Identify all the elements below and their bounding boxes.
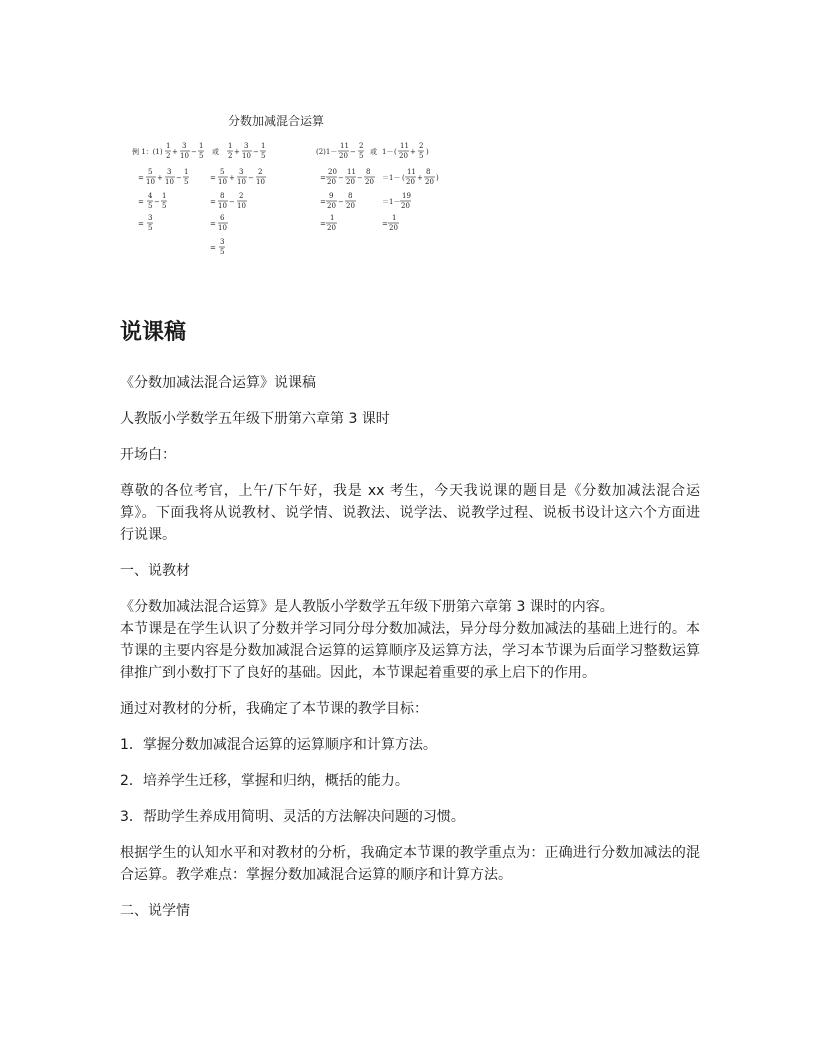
svg-text:20: 20 [365,178,374,186]
svg-text:(: ( [394,148,397,156]
svg-text:5: 5 [220,248,225,256]
svg-text:+: + [172,148,178,156]
svg-text:1: 1 [166,142,171,150]
svg-text:8: 8 [426,168,431,176]
svg-text:5: 5 [148,224,153,232]
svg-text:11: 11 [347,168,356,176]
page-title: 说课稿 [120,320,187,345]
svg-text:+: + [417,174,423,182]
svg-text:3: 3 [244,142,249,150]
svg-text:20: 20 [389,224,398,232]
svg-text:3: 3 [167,168,172,176]
svg-text:10: 10 [218,224,227,232]
svg-text:1: 1 [261,142,266,150]
svg-text:1: 1 [162,192,167,200]
opening-label: 开场白： [120,447,176,463]
svg-text:): ) [426,148,429,156]
svg-text:3: 3 [239,168,244,176]
section-heading-students: 二、说学情 [120,903,190,919]
svg-text:5: 5 [220,168,225,176]
svg-text:10: 10 [218,178,227,186]
goals-intro: 通过对教材的分析，我确定了本节课的教学目标： [120,701,428,717]
svg-text:=: = [320,220,326,228]
textbook-paragraph-2: 本节课是在学生认识了分数并学习同分母分数加减法，异分母分数加减法的基础上进行的。本节课的主要内容是分数加减混合运算的运算顺序及运算方法，学习本节课为后面学习整数运算律推广到小数打下了良好的基础。因此，本节课起着重要的承上启下的作用。 [120,621,700,681]
svg-text:=: = [210,174,216,182]
svg-text:2: 2 [258,168,263,176]
svg-text:10: 10 [218,202,227,210]
svg-text:8: 8 [348,192,353,200]
eq-one-minus-label: ＝1－ [382,174,401,182]
textbook-paragraph-1: 《分数加减法混合运算》是人教版小学数学五年级下册第六章第 3 课时的内容。 [120,599,614,615]
svg-text:−: − [248,174,254,182]
or-label-2: 或 [370,148,377,156]
svg-text:10: 10 [180,152,189,160]
math-example-figure [130,108,460,268]
svg-text:19: 19 [402,192,411,200]
eq-one-label: ＝1－ [382,198,401,206]
svg-text:−: − [229,198,235,206]
svg-text:5: 5 [199,152,204,160]
svg-text:10: 10 [256,178,265,186]
or-label-1: 或 [212,148,219,156]
svg-text:2: 2 [228,152,233,160]
svg-text:9: 9 [329,192,334,200]
svg-text:20: 20 [406,178,415,186]
svg-text:20: 20 [339,152,348,160]
svg-text:−: − [338,174,344,182]
svg-text:2: 2 [359,142,364,150]
svg-text:−: − [338,198,344,206]
lesson-title: 《分数加减法混合运算》说课稿 [120,375,316,391]
svg-text:3: 3 [220,238,225,246]
svg-text:=: = [210,198,216,206]
svg-text:5: 5 [162,202,167,210]
svg-text:=: = [320,198,326,206]
svg-text:20: 20 [327,178,336,186]
svg-text:11: 11 [340,142,349,150]
svg-text:3: 3 [148,214,153,222]
math-example-worked-steps [130,108,460,268]
svg-text:11: 11 [400,142,409,150]
svg-text:−: − [253,148,259,156]
svg-text:5: 5 [359,152,364,160]
svg-text:=: = [382,220,388,228]
svg-text:): ) [436,174,439,182]
svg-text:1: 1 [228,142,233,150]
svg-text:3: 3 [182,142,187,150]
svg-text:1: 1 [184,168,189,176]
svg-text:20: 20 [399,152,408,160]
key-points-paragraph: 根据学生的认知水平和对教材的分析，我确定本节课的教学重点为：正确进行分数加减法的混合运算。教学难点：掌握分数加减混合运算的顺序和计算方法。 [120,845,700,883]
svg-text:20: 20 [327,202,336,210]
section-heading-textbook: 一、说教材 [120,563,190,579]
document-body [120,310,700,936]
example-2-label: (2)1－ [316,148,338,156]
svg-text:11: 11 [407,168,416,176]
svg-text:=: = [138,198,144,206]
svg-text:=: = [320,174,326,182]
goal-item-3: 3．帮助学生养成用简明、灵活的方法解决问题的习惯。 [120,809,465,825]
goal-item-1: 1．掌握分数加减混合运算的运算顺序和计算方法。 [120,737,437,753]
opening-paragraph: 尊敬的各位考官，上午/下午好，我是 xx 考生，今天我说课的题目是《分数加减法混合运算》。下面我将从说教材、说学情、说教法、说学法、说教学过程、说板书设计这六个方面进行说课。 [120,483,700,543]
svg-text:20: 20 [328,168,337,176]
svg-text:4: 4 [148,192,153,200]
svg-text:20: 20 [327,224,336,232]
svg-text:=: = [138,220,144,228]
svg-text:10: 10 [237,178,246,186]
svg-text:20: 20 [425,178,434,186]
svg-text:5: 5 [148,168,153,176]
svg-text:−: − [350,148,356,156]
svg-text:20: 20 [346,202,355,210]
svg-text:+: + [157,174,163,182]
svg-text:5: 5 [148,202,153,210]
svg-text:2: 2 [419,142,424,150]
svg-text:−: − [176,174,182,182]
svg-text:10: 10 [242,152,251,160]
svg-text:(: ( [402,174,405,182]
svg-text:8: 8 [220,192,225,200]
svg-text:8: 8 [366,168,371,176]
goal-item-2: 2．培养学生迁移，掌握和归纳，概括的能力。 [120,773,409,789]
svg-text:2: 2 [239,192,244,200]
svg-text:−: − [191,148,197,156]
svg-text:10: 10 [165,178,174,186]
svg-text:6: 6 [220,214,225,222]
svg-text:20: 20 [346,178,355,186]
textbook-reference: 人教版小学数学五年级下册第六章第 3 课时 [120,411,390,427]
svg-text:1: 1 [392,214,397,222]
svg-text:5: 5 [419,152,424,160]
svg-text:=: = [210,220,216,228]
svg-text:10: 10 [146,178,155,186]
svg-text:1: 1 [199,142,204,150]
svg-text:1: 1 [330,214,335,222]
svg-text:5: 5 [261,152,266,160]
svg-text:−: − [357,174,363,182]
svg-text:2: 2 [166,152,171,160]
svg-text:−: − [154,198,160,206]
svg-text:+: + [229,174,235,182]
example-1-label: 例 1：(1) [132,148,163,156]
svg-text:=: = [210,244,216,252]
svg-text:+: + [234,148,240,156]
svg-text:=: = [138,174,144,182]
svg-text:20: 20 [401,202,410,210]
one-minus-label: 1－ [382,148,394,156]
figure-title: 分数加减混合运算 [228,114,325,128]
svg-text:10: 10 [237,202,246,210]
svg-text:+: + [410,148,416,156]
svg-text:5: 5 [184,178,189,186]
